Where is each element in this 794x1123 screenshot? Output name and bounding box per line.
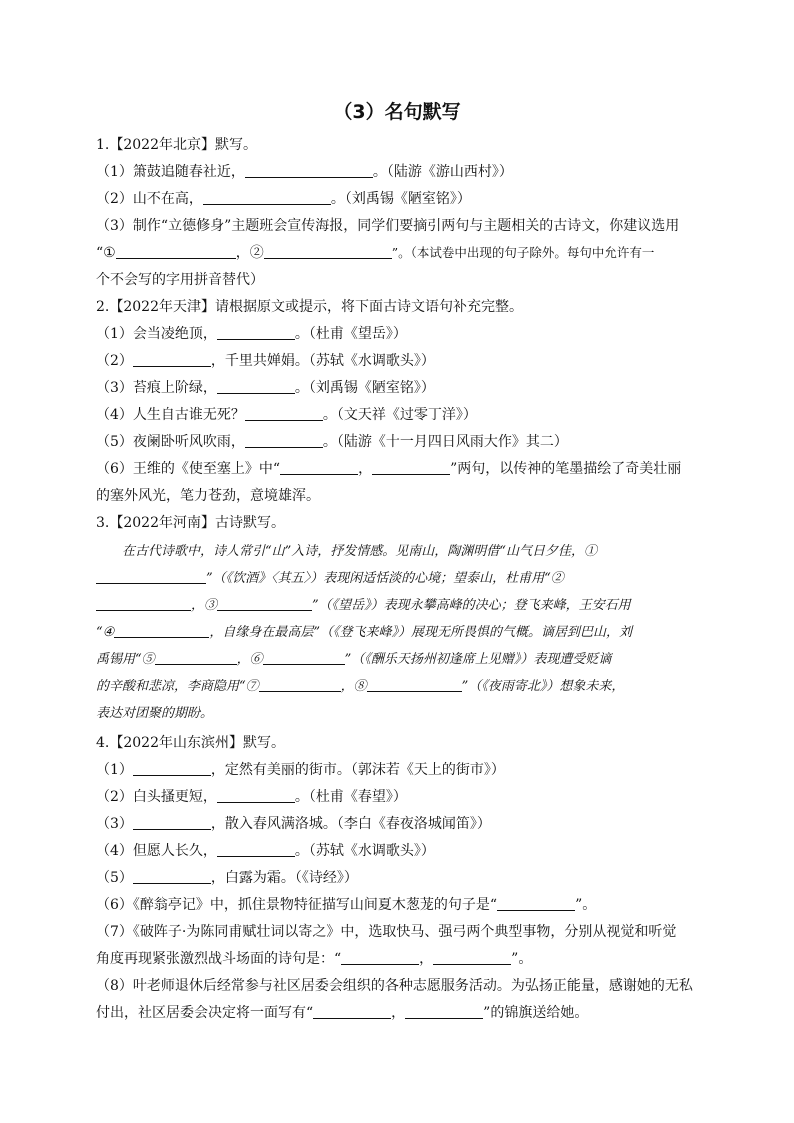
q2-item-6: （6）王维的《使至塞上》中“ ， ”两句，以传神的笔墨描绘了奇美壮丽 <box>96 461 682 477</box>
answer-blank[interactable] <box>245 406 323 421</box>
answer-blank[interactable] <box>433 950 511 965</box>
answer-blank[interactable] <box>96 569 206 584</box>
q3-heading: 3.【2022年河南】古诗默写。 <box>96 515 285 531</box>
q4-item-7-blanks: 角度再现紧张激烈战斗场面的诗句是：“ ， ”。 <box>96 951 533 967</box>
answer-blank[interactable] <box>372 460 450 475</box>
answer-blank[interactable] <box>116 244 236 259</box>
q3-para-line-2: ”（《饮酒》〈其五〉）表现闲适恬淡的心境；望泰山，杜甫用“② <box>96 569 706 589</box>
q4-item-1: （1） ，定然有美丽的街市。（郭沫若《天上的街市》） <box>96 762 505 778</box>
answer-blank[interactable] <box>245 433 323 448</box>
q1-item-3-cont: 个不会写的字用拼音替代） <box>96 272 264 288</box>
q3-para-line-5: 禹锡用“⑤ ，⑥ ”（《酬乐天扬州初逢席上见赠》）表现遭受贬谪 <box>96 652 612 667</box>
q1-item-1: （1）箫鼓追随春社近， 。（陆游《游山西村》） <box>96 164 513 180</box>
q1-item-3: （3）制作“立德修身”主题班会宣传海报，同学们要摘引两句与主题相关的古诗文，你建议选用 <box>96 218 680 234</box>
answer-blank[interactable] <box>313 1004 391 1019</box>
answer-blank[interactable] <box>96 596 191 611</box>
q1-heading: 1.【2022年北京】默写。 <box>96 137 257 153</box>
answer-blank[interactable] <box>155 650 237 665</box>
q3-para-line-1: 在古代诗歌中，诗人常引“山”入诗，抒发情感。见南山，陶渊明借“山气日夕佳，① <box>122 544 597 559</box>
q4-item-8: （8）叶老师退休后经常参与社区居委会组织的各种志愿服务活动。为弘扬正能量，感谢她的无私 <box>96 978 693 994</box>
q2-item-3: （3）苔痕上阶绿， 。（刘禹锡《陋室铭》） <box>96 380 435 396</box>
answer-blank[interactable] <box>114 623 209 638</box>
q3-para-line-6: 的辛酸和悲凉，李商隐用“⑦ ，⑧ ”（《夜雨寄北》）想象未来， <box>96 679 625 694</box>
q3-para-line-3: ，③ ”（《望岳》）表现永攀高峰的决心；登飞来峰，王安石用 <box>96 596 706 616</box>
q2-item-2: （2） ，千里共婵娟。（苏轼《水调歌头》） <box>96 353 435 369</box>
answer-blank[interactable] <box>217 842 295 857</box>
page-title: （3）名句默写 <box>333 101 461 123</box>
answer-blank[interactable] <box>367 677 462 692</box>
answer-blank[interactable] <box>133 352 211 367</box>
q4-item-3: （3） ，散入春风满洛城。（李白《春夜洛城闻笛》） <box>96 816 491 832</box>
q2-item-6-cont: 的塞外风光，笔力苍劲，意境雄浑。 <box>96 488 320 504</box>
q4-item-6: （6）《醉翁亭记》中，抓住景物特征描写山间夏木葱茏的句子是“ ”。 <box>96 897 597 913</box>
q4-item-5: （5） ，白露为霜。（《诗经》） <box>96 870 358 886</box>
answer-blank[interactable] <box>217 596 312 611</box>
answer-blank[interactable] <box>133 815 211 830</box>
answer-blank[interactable] <box>217 379 295 394</box>
q2-item-1: （1）会当凌绝顶， 。（杜甫《望岳》） <box>96 326 407 342</box>
q2-item-5: （5）夜阑卧听风吹雨， 。（陆游《十一月四日风雨大作》其二） <box>96 434 568 450</box>
q1-item-2: （2）山不在高， 。（刘禹锡《陋室铭》） <box>96 191 471 207</box>
answer-blank[interactable] <box>405 1004 483 1019</box>
q3-para-line-7: 表达对团聚的期盼。 <box>96 706 214 721</box>
q4-item-2: （2）白头搔更短， 。（杜甫《春望》） <box>96 789 407 805</box>
answer-blank[interactable] <box>263 650 345 665</box>
answer-blank[interactable] <box>280 460 358 475</box>
q4-item-8-blanks: 付出，社区居委会决定将一面写有“ ， ”的锦旗送给她。 <box>96 1005 589 1021</box>
q4-item-7: （7）《破阵子·为陈同甫赋壮词以寄之》中，选取快马、强弓两个典型事物，分别从视觉和听觉 <box>96 924 677 940</box>
answer-blank[interactable] <box>217 325 295 340</box>
answer-blank[interactable] <box>497 896 575 911</box>
q4-heading: 4.【2022年山东滨州】默写。 <box>96 735 285 751</box>
answer-blank[interactable] <box>133 761 211 776</box>
q2-heading: 2.【2022年天津】请根据原文或提示，将下面古诗文语句补充完整。 <box>96 299 523 315</box>
q1-item-3-blanks: “① ，② ”。（本试卷中出现的句子除外。每句中允许有一 <box>96 245 655 261</box>
answer-blank[interactable] <box>264 244 392 259</box>
answer-blank[interactable] <box>341 950 419 965</box>
answer-blank[interactable] <box>245 163 373 178</box>
q2-item-4: （4）人生自古谁无死？ 。（文天祥《过零丁洋》） <box>96 407 477 423</box>
answer-blank[interactable] <box>203 190 331 205</box>
answer-blank[interactable] <box>217 788 295 803</box>
q3-para-line-4: “④ ，自缘身在最高层”（《登飞来峰》）展现无所畏惧的气概。谪居到巴山，刘 <box>96 625 632 640</box>
q4-item-4: （4）但愿人长久， 。（苏轼《水调歌头》） <box>96 843 435 859</box>
answer-blank[interactable] <box>133 869 211 884</box>
answer-blank[interactable] <box>259 677 341 692</box>
